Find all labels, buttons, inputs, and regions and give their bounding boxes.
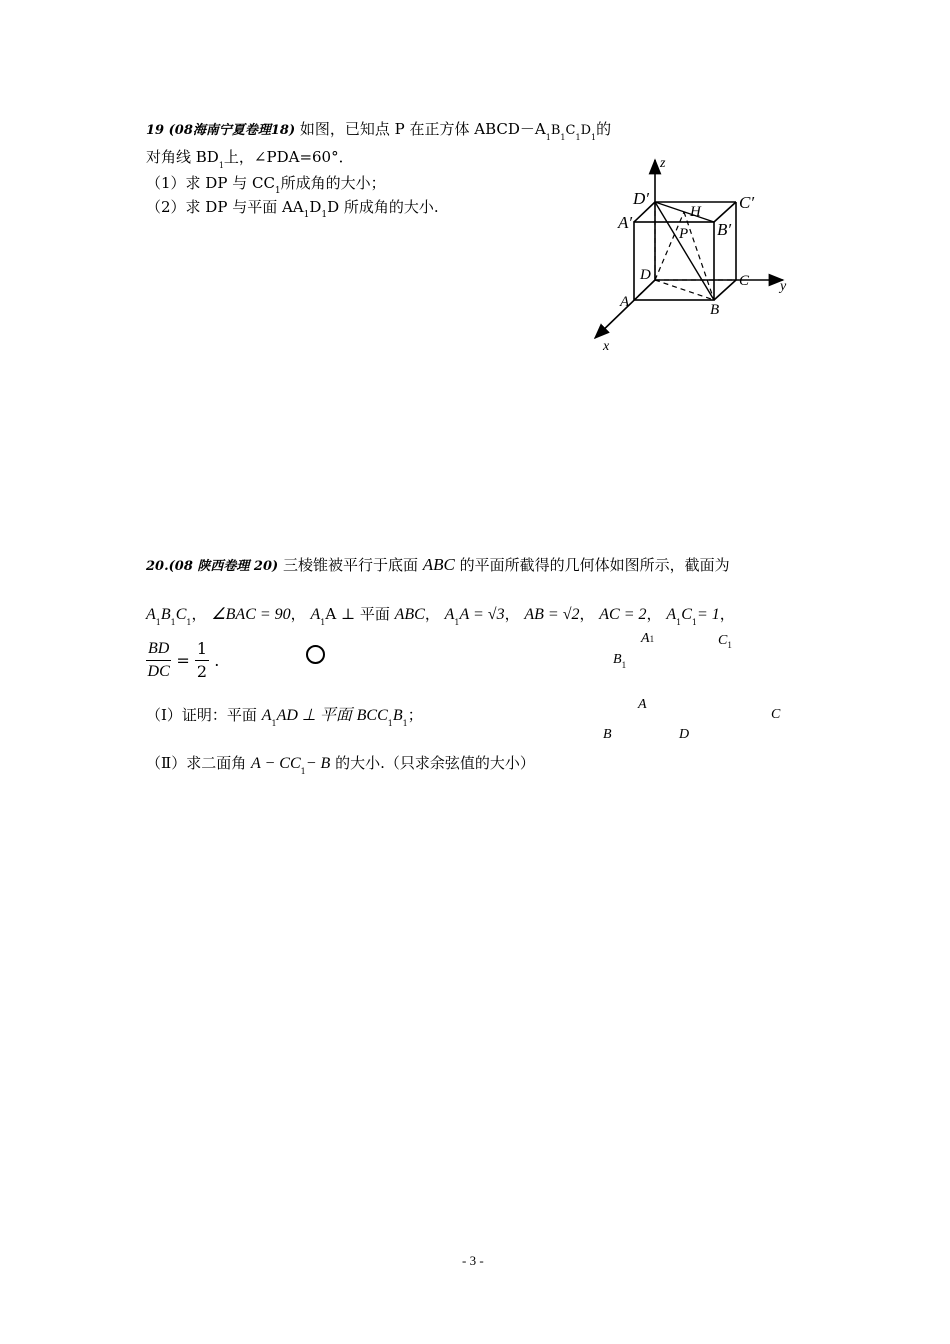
- q19-cube-figure: [580, 150, 820, 360]
- fig20-B1-letter: B: [613, 652, 622, 667]
- cond-c6: AC = 2: [599, 606, 647, 623]
- q20-part2-a: （Ⅱ）求二面角: [146, 754, 247, 772]
- q20-part2-d: 的大小.（只求余弦值的大小）: [335, 754, 535, 772]
- sub: 1: [387, 719, 393, 728]
- fig20-A-letter: A: [638, 697, 647, 712]
- q20-intro: [146, 554, 730, 575]
- sub: 1: [560, 133, 566, 142]
- sub: 1: [155, 618, 161, 627]
- label-H: H: [690, 204, 701, 220]
- frac2-den: 2: [196, 662, 208, 681]
- label-P: P: [679, 226, 689, 242]
- fig20-C: [771, 707, 780, 723]
- label-x: x: [603, 339, 610, 354]
- q19-part2: [146, 196, 439, 220]
- top-right-edge: [714, 202, 736, 222]
- q20-part1-b: A: [261, 707, 272, 724]
- cond-c7-b: C: [681, 606, 692, 623]
- sub: 1: [303, 210, 310, 220]
- label-D: D: [640, 267, 651, 283]
- fig20-C1: [718, 633, 732, 649]
- cond-c3-abc: ABC: [394, 606, 425, 623]
- q19-line1: [146, 118, 612, 142]
- q20-part1-a: （Ⅰ）证明：平面: [146, 706, 257, 724]
- q20-part1-e: B: [392, 707, 403, 724]
- sub: 1: [271, 719, 277, 728]
- cond-c4-a: A: [444, 606, 455, 623]
- cond-c3-a: A: [310, 606, 321, 623]
- q19-line2-b: 上，∠PDA=60°．: [223, 148, 354, 166]
- q20-part1-c: AD ⊥ 平面: [276, 707, 352, 724]
- q19-line1-d: D: [580, 123, 591, 138]
- sub: 1: [321, 210, 328, 220]
- fraction-bd-dc: [146, 638, 171, 683]
- q19-part2-c: D 所成角的大小.: [327, 198, 439, 216]
- cond-c4-b: A = √3: [459, 606, 505, 623]
- label-Dp: D′: [633, 189, 649, 208]
- fig20-C1-letter: C: [718, 633, 728, 648]
- q20-conditions: [146, 603, 735, 627]
- q19-part1: [146, 172, 386, 196]
- fig20-A: [638, 697, 647, 713]
- sub: 1: [727, 640, 732, 650]
- q20-intro-b: 的平面所截得的几何体如图所示，截面为: [459, 556, 730, 574]
- cond-c3-b: A ⊥ 平面: [325, 605, 390, 623]
- q19-line1-b: B: [550, 123, 561, 138]
- fig20-A1-letter: A: [641, 631, 650, 646]
- circle-mark: [306, 645, 325, 664]
- fig20-B1: [613, 652, 626, 668]
- q20-ratio: [146, 638, 219, 683]
- sub: 1: [274, 186, 281, 196]
- q19-part2-b: D: [309, 198, 322, 216]
- equals: =: [176, 651, 190, 670]
- fig20-A1: [641, 631, 654, 647]
- sub: 1: [170, 618, 176, 627]
- q20-label: 20.(08 陕西卷理 20): [146, 559, 279, 574]
- comma: ，: [719, 605, 735, 623]
- q20-part2: [146, 752, 535, 776]
- fig20-B-letter: B: [603, 727, 612, 742]
- frac-num: BD: [146, 638, 171, 661]
- label-Cp: C′: [739, 193, 755, 212]
- sub: 1: [300, 767, 306, 776]
- dash-DB: [655, 280, 714, 300]
- q20-part2-b: A − CC: [250, 755, 301, 772]
- label-B: B: [710, 302, 720, 318]
- sub: 1: [454, 618, 460, 627]
- comma: ，: [191, 605, 207, 623]
- fraction-half: [195, 638, 209, 683]
- label-Bp: B′: [717, 220, 732, 239]
- page-number: - 3 -: [462, 1253, 484, 1268]
- frac-den: DC: [147, 663, 170, 680]
- q19-line2-a: 对角线 BD: [146, 148, 219, 166]
- frac2-num: 1: [195, 638, 209, 661]
- q19-line1-c: C: [565, 123, 576, 138]
- q19-label: 19 (08海南宁夏卷理18): [146, 123, 296, 138]
- q19-line2: [146, 146, 354, 170]
- sub: 1: [649, 634, 655, 644]
- comma: ，: [424, 605, 440, 623]
- sub: 1: [575, 133, 581, 142]
- q20-part2-c: − B: [305, 755, 331, 772]
- cond-A1: A: [146, 606, 156, 623]
- q20-intro-abc: ABC: [422, 555, 455, 574]
- fig20-C-letter: C: [771, 707, 781, 722]
- cond-B1: B: [160, 606, 171, 623]
- cond-c7-a: A: [666, 606, 677, 623]
- label-A: A: [620, 294, 630, 310]
- cond-c5: AB = √2: [524, 606, 580, 623]
- q19-part1-b: 所成角的大小；: [280, 174, 386, 192]
- comma: ，: [504, 605, 520, 623]
- cond-angle: ∠BAC = 90: [211, 606, 291, 623]
- q19-part1-a: （1）求 DP 与 CC: [146, 174, 275, 192]
- label-y: y: [780, 279, 787, 294]
- fig20-D: [679, 727, 689, 743]
- period: .: [214, 651, 220, 670]
- q20-part1: [146, 702, 423, 728]
- sub: 1: [591, 133, 597, 142]
- diag-DpB: [655, 202, 714, 300]
- fig20-D-letter: D: [679, 727, 690, 742]
- q19-part2-a: （2）求 DP 与平面 AA: [146, 198, 304, 216]
- dash-HB: [684, 212, 714, 300]
- cond-c7-c: = 1: [696, 606, 720, 623]
- comma: ，: [579, 605, 595, 623]
- label-z: z: [660, 156, 666, 171]
- comma: ，: [646, 605, 662, 623]
- sub: 1: [218, 161, 224, 170]
- sub: 1: [545, 133, 551, 142]
- bottom-right-edge: [714, 280, 736, 300]
- label-C: C: [739, 273, 750, 289]
- sub: 1: [320, 618, 326, 627]
- q20-intro-a: 三棱锥被平行于底面: [282, 556, 418, 574]
- label-Ap: A′: [618, 213, 633, 232]
- sub: 1: [691, 618, 697, 627]
- sub: 1: [402, 719, 408, 728]
- comma: ，: [290, 605, 306, 623]
- q20-part1-f: ；: [407, 706, 423, 724]
- q19-line1-e: 的: [596, 120, 612, 138]
- sub: 1: [621, 660, 627, 670]
- q19-line1-text-a: 如图，已知点 P 在正方体 ABCD－A: [299, 120, 546, 138]
- fig20-B: [603, 727, 612, 743]
- sub: 1: [186, 618, 192, 627]
- cond-C1: C: [175, 606, 187, 623]
- q20-part1-d: BCC: [356, 707, 388, 724]
- sub: 1: [676, 618, 682, 627]
